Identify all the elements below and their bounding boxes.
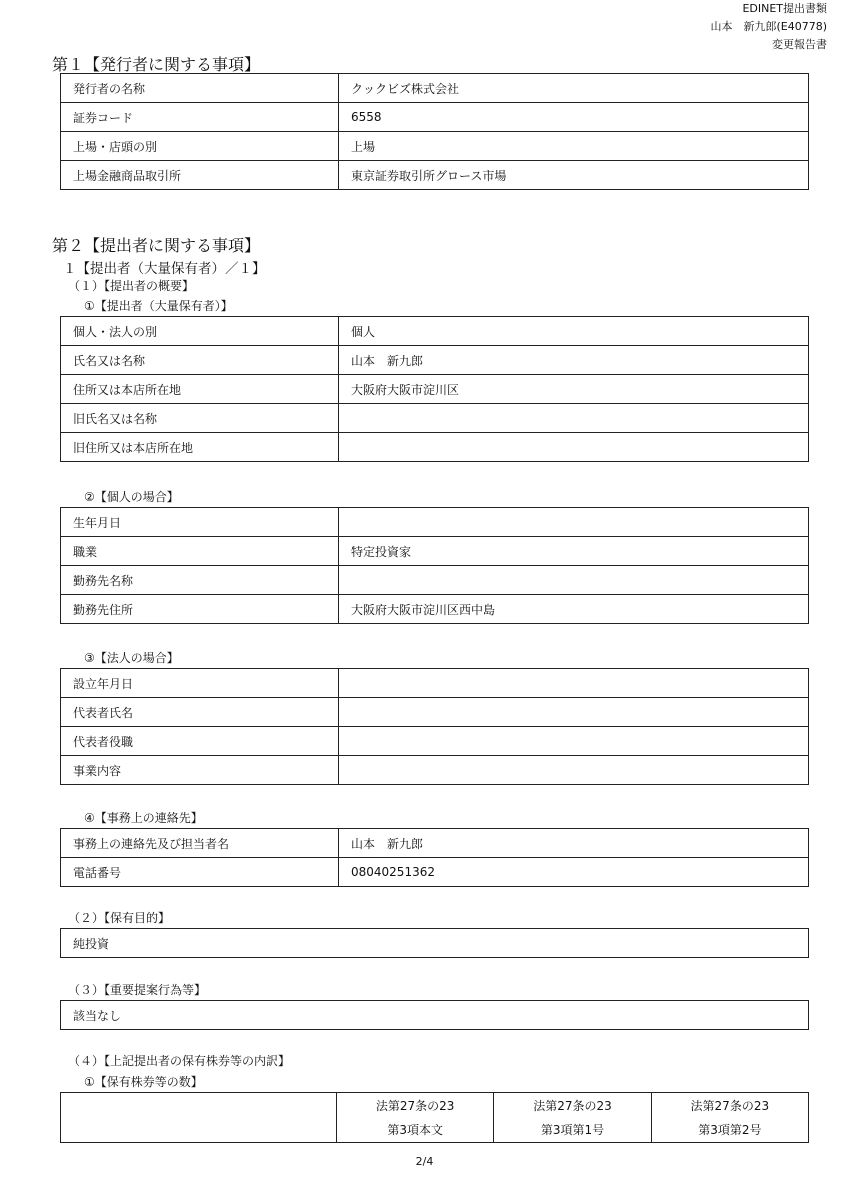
contact-table [60,828,809,887]
individual-table [60,507,809,624]
table-row [61,929,809,958]
row-value: 大阪府大阪市淀川区西中島 [339,595,809,624]
submitter-heading: １【提出者（大量保有者）／１】 [63,261,266,277]
section2-title: 第２【提出者に関する事項】 [52,236,261,255]
table-row [61,508,809,537]
table-row [61,756,809,785]
column-header [651,1093,808,1143]
table-row [61,669,809,698]
table-row [61,375,809,404]
row-label: 電話番号 [61,858,339,887]
purpose-heading: （２）【保有目的】 [68,911,171,925]
proposal-heading: （３）【重要提案行為等】 [68,983,207,997]
column-header-line2: 第3項本文 [387,1122,443,1137]
table-row [61,317,809,346]
row-label: 代表者氏名 [61,698,339,727]
column-header-line2: 第3項第2号 [698,1122,762,1137]
overview-heading: （１）【提出者の概要】 [68,279,195,293]
table-row [61,727,809,756]
row-value: クックビズ株式会社 [339,74,809,103]
column-header-line2: 第3項第1号 [540,1122,605,1137]
row-label: 氏名又は名称 [61,346,339,375]
table-row [61,132,809,161]
submitter-subheading: ①【提出者（大量保有者）】 [84,299,233,313]
row-label: 事務上の連絡先及び担当者名 [61,829,339,858]
row-value [339,566,809,595]
table-row [61,433,809,462]
empty-header-cell [61,1093,337,1143]
table-row [61,566,809,595]
row-label: 事業内容 [61,756,339,785]
purpose-table [60,928,809,958]
table-row [61,858,809,887]
row-value [339,756,809,785]
column-header [494,1093,651,1143]
proposal-table [60,1000,809,1030]
table-row [61,595,809,624]
table-row [61,1001,809,1030]
corporation-heading: ③【法人の場合】 [84,651,179,665]
row-value: 山本 新九郎 [339,346,809,375]
row-label: 設立年月日 [61,669,339,698]
table-row [61,404,809,433]
row-label: 発行者の名称 [61,74,339,103]
column-header [337,1093,494,1143]
header-doc-type: EDINET提出書類 [742,2,827,15]
header-report-type: 変更報告書 [772,38,827,51]
row-value: 上場 [339,132,809,161]
row-label: 上場・店頭の別 [61,132,339,161]
page-number: 2/4 [415,1155,434,1168]
column-header-line1: 法第27条の23 [375,1098,455,1113]
table-row [61,161,809,190]
purpose-value: 純投資 [61,929,809,958]
row-label: 代表者役職 [61,727,339,756]
row-label: 生年月日 [61,508,339,537]
row-value [339,433,809,462]
individual-heading: ②【個人の場合】 [84,490,179,504]
row-value: 東京証券取引所グロース市場 [339,161,809,190]
contact-heading: ④【事務上の連絡先】 [84,811,203,825]
holdings-count-heading: ①【保有株券等の数】 [84,1075,203,1089]
row-value [339,508,809,537]
row-label: 旧氏名又は名称 [61,404,339,433]
corporation-table [60,668,809,785]
row-label: 職業 [61,537,339,566]
row-value: 山本 新九郎 [339,829,809,858]
row-value [339,404,809,433]
table-row [61,346,809,375]
table-row [61,74,809,103]
row-value: 6558 [339,103,809,132]
section1-title: 第１【発行者に関する事項】 [52,55,261,74]
table-row [61,698,809,727]
table-row [61,103,809,132]
row-label: 証券コード [61,103,339,132]
breakdown-heading: （４）【上記提出者の保有株券等の内訳】 [68,1054,291,1068]
row-value: 個人 [339,317,809,346]
header-filer-name: 山本 新九郎(E40778) [710,20,827,33]
row-label: 住所又は本店所在地 [61,375,339,404]
table-header-row [61,1093,809,1143]
proposal-value: 該当なし [61,1001,809,1030]
document-header [710,0,827,54]
row-value [339,727,809,756]
row-value: 特定投資家 [339,537,809,566]
row-label: 勤務先住所 [61,595,339,624]
issuer-table [60,73,809,190]
row-label: 上場金融商品取引所 [61,161,339,190]
submitter-table [60,316,809,462]
row-value [339,698,809,727]
row-value [339,669,809,698]
column-header-line1: 法第27条の23 [690,1098,770,1113]
row-value: 08040251362 [339,858,809,887]
row-label: 個人・法人の別 [61,317,339,346]
row-label: 旧住所又は本店所在地 [61,433,339,462]
table-row [61,537,809,566]
column-header-line1: 法第27条の23 [533,1098,612,1113]
row-value: 大阪府大阪市淀川区 [339,375,809,404]
row-label: 勤務先名称 [61,566,339,595]
table-row [61,829,809,858]
holdings-table [60,1092,809,1143]
